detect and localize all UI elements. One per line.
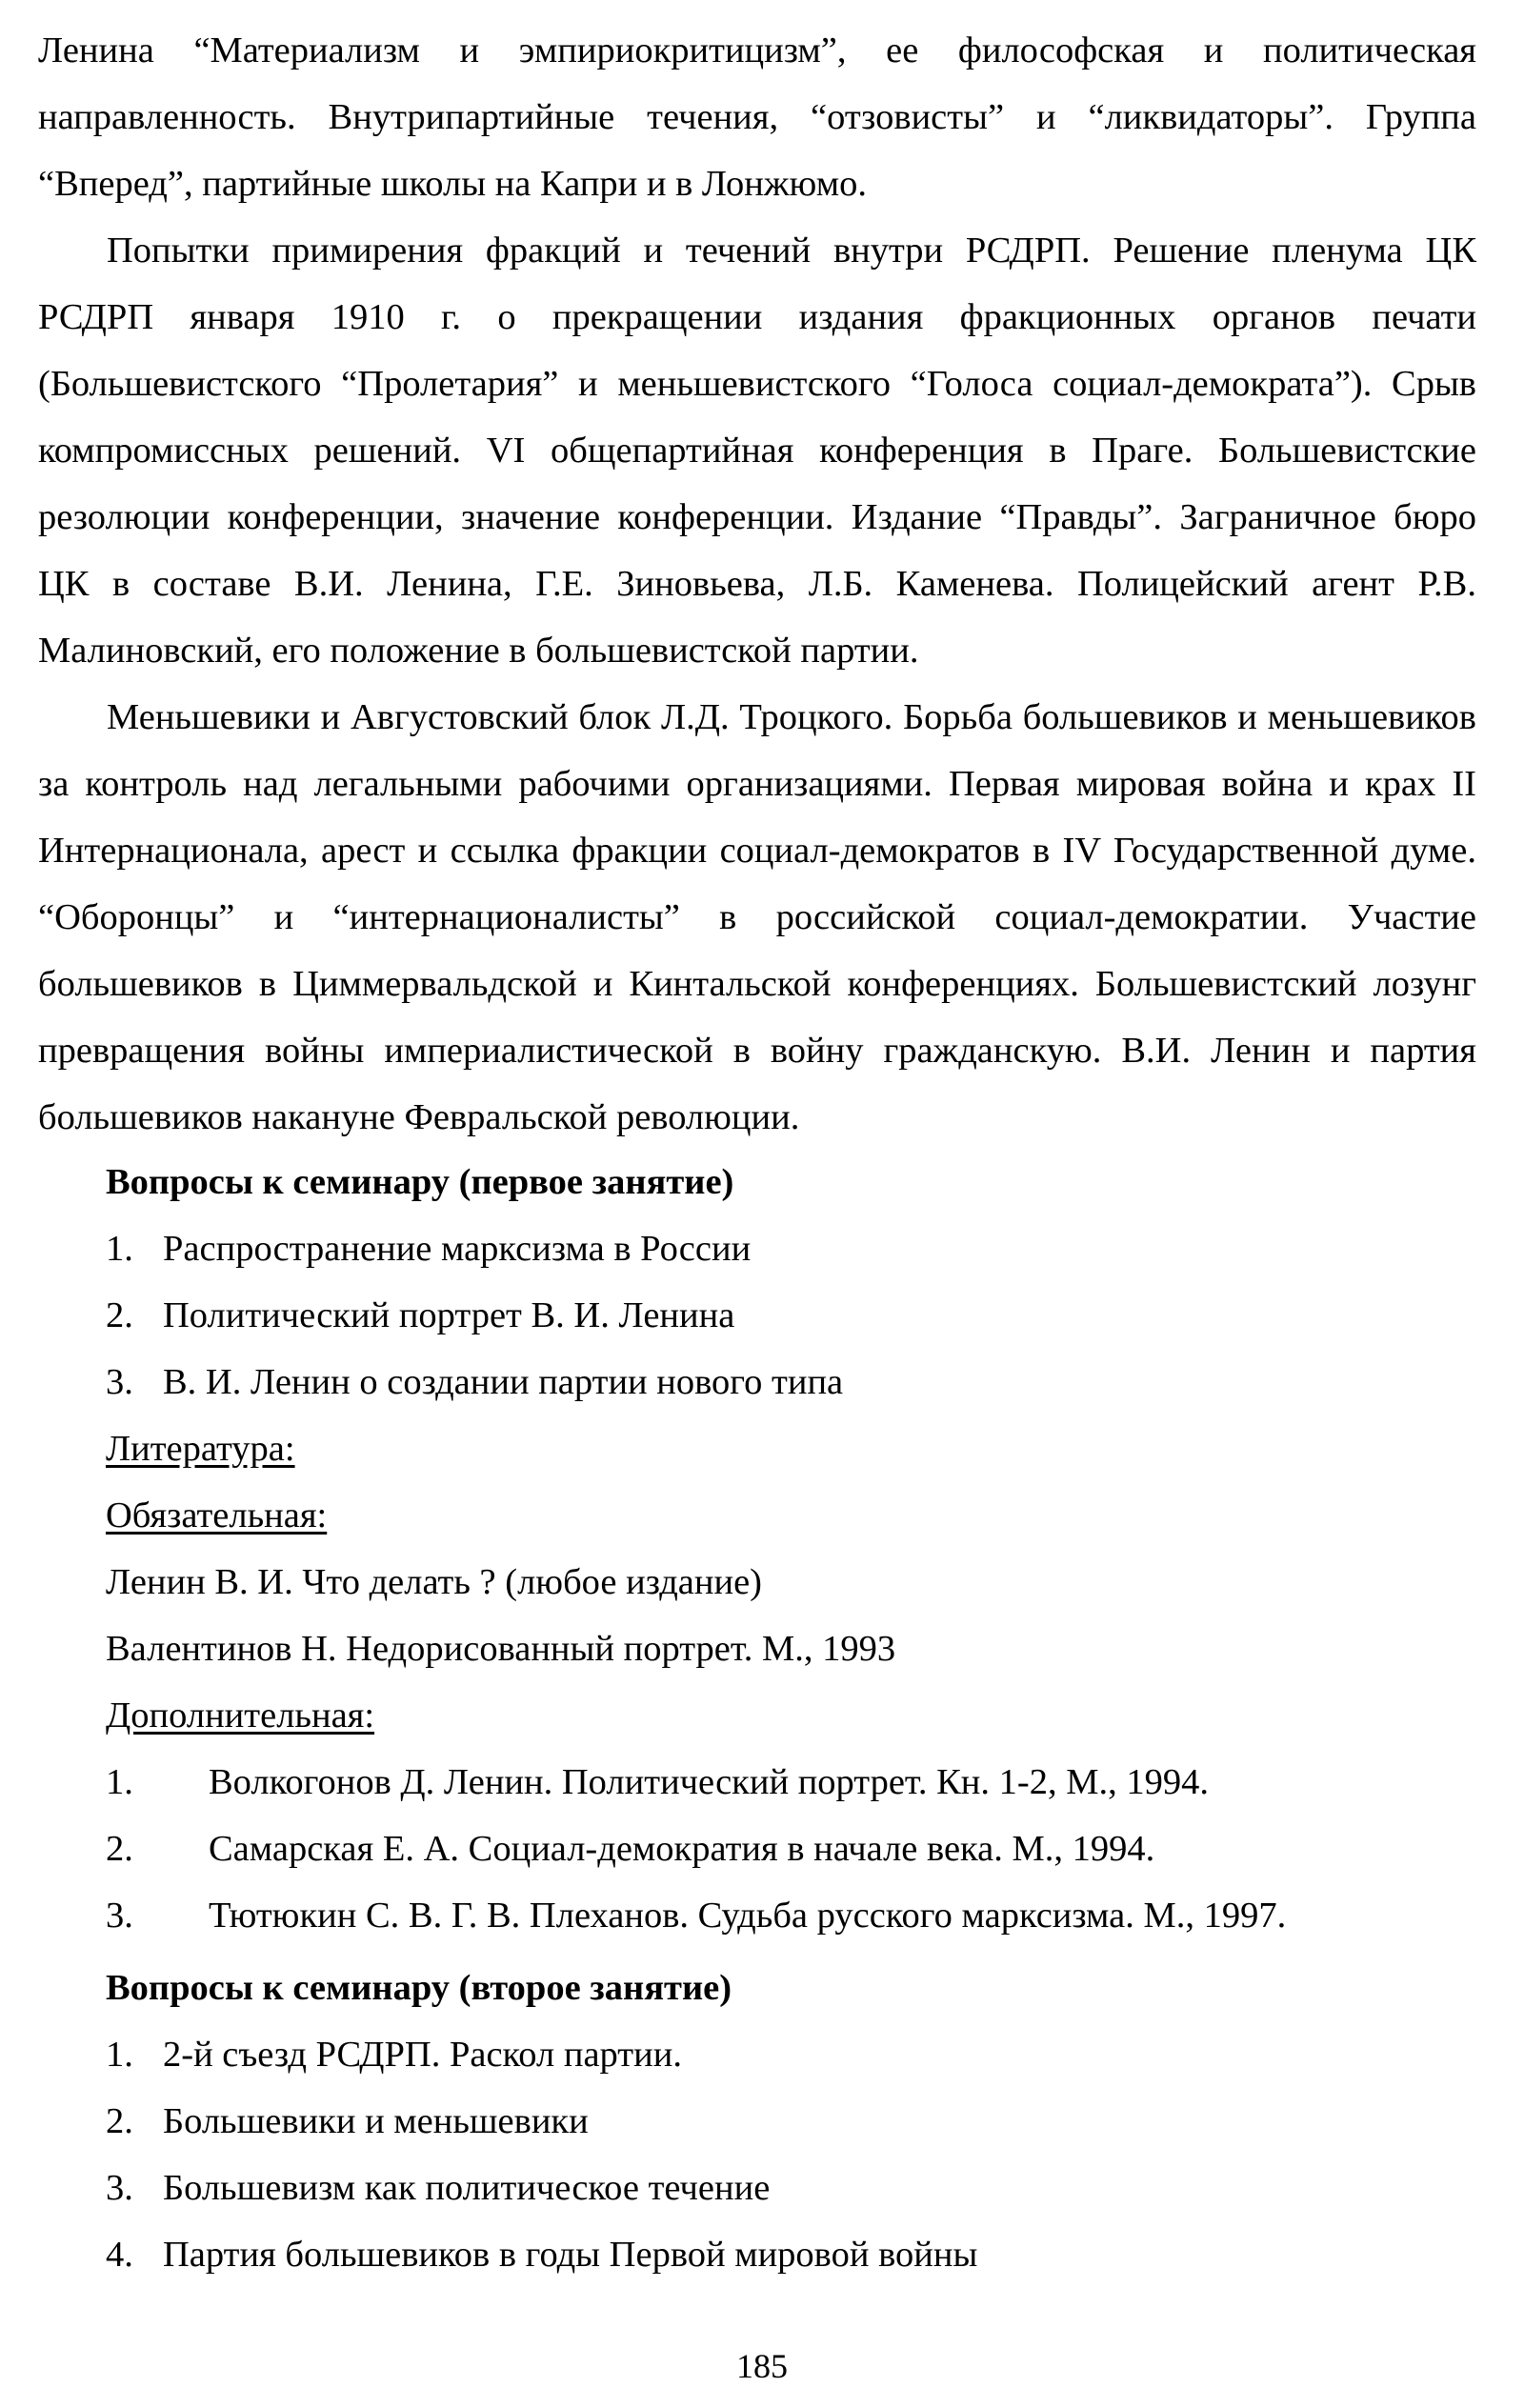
question-item bbox=[106, 1215, 1468, 1282]
question-item bbox=[106, 2088, 1468, 2155]
question-number: 3. bbox=[106, 1362, 133, 1402]
literature-label: Литература: bbox=[106, 1429, 295, 1469]
reference-number: 3. bbox=[106, 1896, 133, 1936]
paragraph-rsdrp-reconciliation: Попытки примирения фракций и течений внутри РСДРП. Решение пленума ЦК РСДРП января 1910 г. о прекращении издания фракционных органов печати (Большевистского “Пролетария” и меньшевистского “Голоса социал-демократа”). Срыв компромиссных решений. VI общепартийная конференция в Праге. Большевистские резолюции конференции, значение конференции. Издание “Правды”. Заграничное бюро ЦК в составе В.И. Ленина, Г.Е. Зиновьева, Л.Б. Каменева. Полицейский агент Р.В. Малиновский, его положение в большевистской партии. bbox=[38, 231, 1476, 671]
question-number: 2. bbox=[106, 2101, 133, 2141]
reference-item bbox=[106, 1882, 1468, 1949]
question-number: 4. bbox=[106, 2235, 133, 2275]
question-number: 1. bbox=[106, 2035, 133, 2075]
reference-text: Волкогонов Д. Ленин. Политический портрет. Кн. 1-2, М., 1994. bbox=[209, 1762, 1209, 1802]
reference-item bbox=[106, 1816, 1468, 1882]
question-text: 2-й съезд РСДРП. Раскол партии. bbox=[163, 2035, 682, 2075]
reference-text: Тютюкин С. В. Г. В. Плеханов. Судьба русского марксизма. М., 1997. bbox=[209, 1896, 1287, 1936]
paragraph-mensheviks-war: Меньшевики и Августовский блок Л.Д. Троцкого. Борьба большевиков и меньшевиков за контроль над легальными рабочими организациями. Первая мировая война и крах II Интернационала, арест и ссылка фракции социал-демократов в IV Государственной думе. “Оборонцы” и “интернационалисты” в российской социал-демократии. Участие большевиков в Циммервальдской и Кинтальской конференциях. Большевистский лозунг превращения войны империалистической в войну гражданскую. В.И. Ленин и партия большевиков накануне Февральской революции. bbox=[38, 697, 1476, 1137]
additional-reading-label: Дополнительная: bbox=[106, 1696, 375, 1736]
reference-number: 1. bbox=[106, 1762, 133, 1802]
page-number: 185 bbox=[736, 2347, 788, 2385]
question-text: В. И. Ленин о создании партии нового типа bbox=[163, 1362, 844, 1402]
question-text: Распространение марксизма в России bbox=[163, 1229, 752, 1269]
required-reading-label: Обязательная: bbox=[106, 1495, 328, 1535]
question-number: 3. bbox=[106, 2168, 133, 2208]
reference-item bbox=[106, 1749, 1468, 1816]
question-text: Большевики и меньшевики bbox=[163, 2101, 589, 2141]
question-item bbox=[106, 2021, 1468, 2088]
seminar-heading: Вопросы к семинару (второе занятие) bbox=[106, 1968, 732, 2008]
question-text: Партия большевиков в годы Первой мировой войны bbox=[163, 2235, 978, 2275]
seminar-second-session bbox=[106, 1955, 1468, 2288]
question-item bbox=[106, 1282, 1468, 1349]
question-number: 1. bbox=[106, 1229, 133, 1269]
question-text: Политический портрет В. И. Ленина bbox=[163, 1295, 735, 1335]
question-number: 2. bbox=[106, 1295, 133, 1335]
reference-text: Самарская Е. А. Социал-демократия в начале века. М., 1994. bbox=[209, 1829, 1155, 1869]
question-item bbox=[106, 1349, 1468, 1415]
reference-item: Ленин В. И. Что делать ? (любое издание) bbox=[106, 1562, 762, 1602]
paragraph-continuation: Ленина “Материализм и эмпириокритицизм”, ее философская и политическая направленность. Внутрипартийные течения, “отзовисты” и “ликвидаторы”. Группа “Вперед”, партийные школы на Капри и в Лонжюмо. bbox=[38, 30, 1476, 204]
question-text: Большевизм как политическое течение bbox=[163, 2168, 771, 2208]
reference-number: 2. bbox=[106, 1829, 133, 1869]
reference-item: Валентинов Н. Недорисованный портрет. М., 1993 bbox=[106, 1629, 896, 1669]
question-item bbox=[106, 2221, 1468, 2288]
question-item bbox=[106, 2155, 1468, 2221]
seminar-heading: Вопросы к семинару (первое занятие) bbox=[106, 1162, 734, 1202]
seminar-first-session bbox=[106, 1149, 1468, 1949]
body-text bbox=[38, 17, 1476, 1151]
